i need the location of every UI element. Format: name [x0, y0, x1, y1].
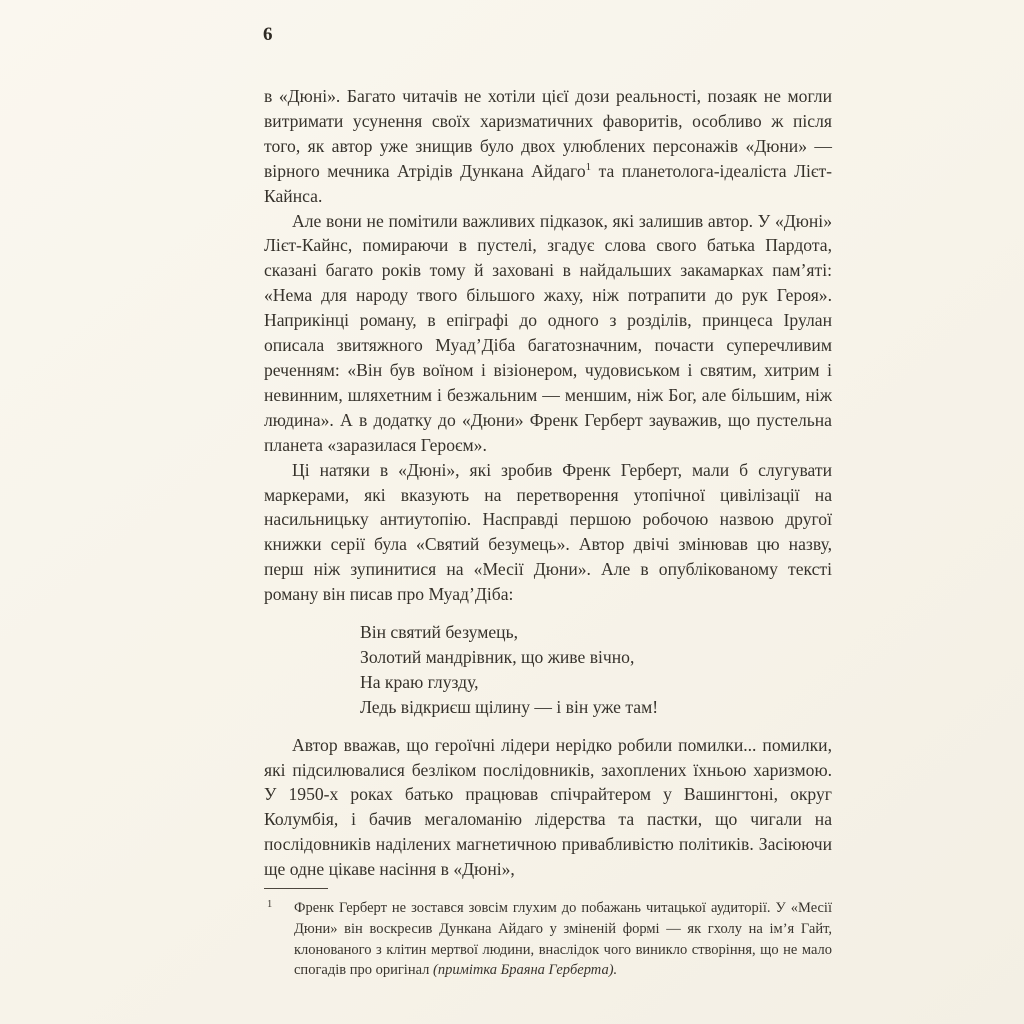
footnote-marker: 1: [267, 899, 273, 910]
page-number: 6: [263, 24, 273, 45]
paragraph-1: [264, 84, 832, 209]
verse-line-3: На краю глузду,: [360, 671, 479, 692]
verse-line-2: Золотий мандрівник, що живе вічно,: [360, 646, 635, 667]
paragraph-2: Але вони не помітили важливих підказок, які залишив автор. У «Дюні» Лієт-Кайнс, помираючи в пустелі, згадує слова свого батька Пардота, сказані багато років тому й заховані в найдальших закамарках пам’яті: «Нема для народу твого більшого жаху, ніж потрапити до рук Героя». Наприкінці роману, в епіграфі до одного з розділів, принцеса Ірулан описала звитяжного Муад’Діба багатозначним, почасти суперечливим реченням: «Він був воїном і візіонером, чудовиськом і святим, хитрим і невинним, шляхетним і безжальним — меншим, ніж Бог, але більшим, ніж людина». А в додатку до «Дюни» Френк Герберт зауважив, що пустельна планета «заразилася Героєм».: [264, 210, 832, 455]
paragraph-4: Автор вважав, що героїчні лідери нерідко робили помилки... помилки, які підсилювалися безліком послідовників, захоплених їхньою харизмою. У 1950-х роках батько працював спічрайтером у Вашингтоні, округ Колумбія, і бачив мегаломанію лідерства та пастки, що чигали на послідовників наділених магнетичною привабливістю політиків. Засіюючи ще одне цікаве насіння в «Дюні»,: [264, 734, 832, 880]
paragraph-3: Ці натяки в «Дюні», які зробив Френк Герберт, мали б слугувати маркерами, які вказують на перетворення утопічної цивілізації на насильницьку антиутопію. Насправді першою робочою назвою другої книжки серії була «Святий безумець». Автор двічі змінював цю назву, перш ніж зупинитися на «Месії Дюни». Але в опублікованому тексті роману він писав про Муад’Діба:: [264, 459, 832, 605]
verse-line-1: Він святий безумець,: [360, 622, 518, 643]
footnote-section: [264, 888, 832, 981]
footnote-attribution: (примітка Браяна Герберта).: [433, 962, 618, 979]
footnote-text: Френк Герберт не зостався зовсім глухим до побажань читацької аудиторії. У «Месії Дюни» він воскресив Дункана Айдаго у зміненій формі — як гхолу на ім’я Гайт, клонованого з клітин мертвої людини, внаслідок чого виникло створіння, що не мало спогадів про оригінал: [294, 900, 832, 979]
paragraph-1-text-after: та планетолога-ідеаліста Лієт-Кайнса.: [264, 160, 832, 206]
footnote-reference-marker: 1: [585, 160, 592, 173]
footnote-rule: [264, 888, 328, 889]
footnote: [264, 898, 832, 981]
text-block: [264, 84, 832, 882]
paragraph-1-text: в «Дюні». Багато читачів не хотіли цієї дози реальності, позаяк не могли витримати усунення своїх харизматичних фаворитів, особливо ж після того, як автор уже знищив було двох улюблених персонажів «Дюни» — вірного мечника Атрідів Дункана Айдаго: [264, 86, 832, 181]
verse-line-4: Ледь відкриєш щілину — і він уже там!: [360, 696, 659, 717]
verse-quote: [360, 620, 832, 720]
